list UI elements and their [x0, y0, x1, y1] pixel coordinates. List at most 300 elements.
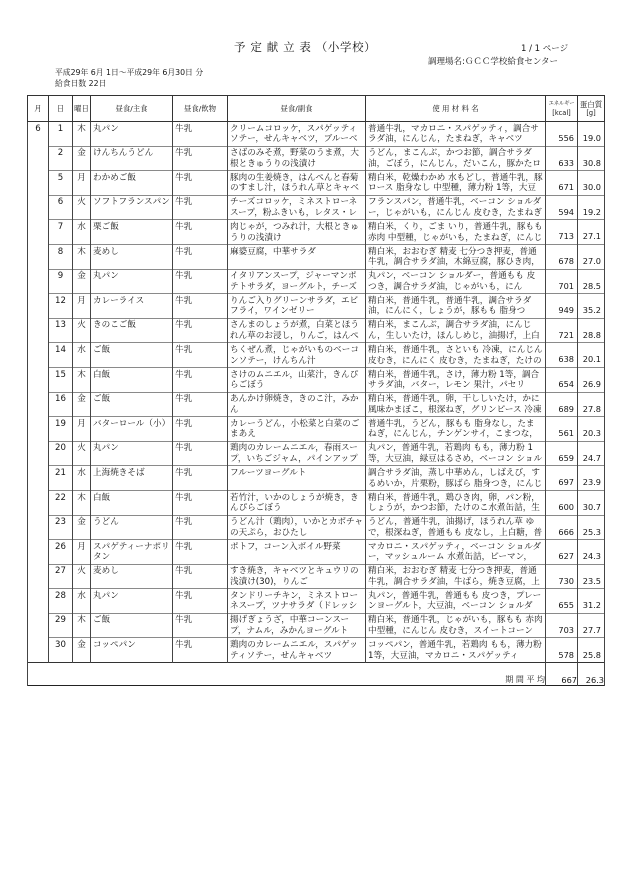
staple-cell-text: 麦めし	[93, 246, 119, 257]
drink-cell-text: 牛乳	[175, 394, 193, 405]
serving-days: 給食日数 22日	[55, 79, 107, 88]
side-dish-cell-text: りんご入りグリーンサラダ，エビフライ，ワインゼリー	[230, 295, 359, 317]
drink-cell	[173, 367, 228, 392]
col-header-ingredients: 使 用 材 料 名	[366, 96, 546, 122]
menu-row	[28, 294, 605, 319]
staple-cell-text: カレーライス	[93, 295, 145, 306]
day-cell-text: 14	[55, 344, 66, 355]
weekday-cell-text: 木	[77, 369, 86, 380]
side-dish-cell	[228, 146, 366, 171]
staple-cell-text: 丸パン	[93, 443, 119, 454]
energy-cell-text: 671	[558, 182, 574, 193]
weekday-cell	[73, 367, 91, 392]
protein-cell	[578, 515, 605, 540]
staple-cell	[91, 441, 173, 466]
drink-cell	[173, 244, 228, 269]
protein-cell	[578, 613, 605, 638]
col-header-month: 月	[28, 96, 49, 122]
ingredients-cell	[366, 195, 546, 220]
ingredients-cell-text: 普通牛乳，マカロニ・スパゲッティ，調合サラダ油，にんじん，たまねぎ，キャベツ	[368, 123, 539, 145]
month-cell-text	[28, 613, 48, 636]
drink-cell-text: 牛乳	[175, 148, 193, 159]
protein-cell	[578, 392, 605, 417]
side-dish-cell	[228, 490, 366, 515]
drink-cell	[173, 171, 228, 196]
side-dish-cell	[228, 220, 366, 245]
day-cell	[49, 490, 73, 515]
energy-cell-text: 730	[558, 575, 574, 586]
ingredients-cell	[366, 515, 546, 540]
ingredients-cell	[366, 490, 546, 515]
month-cell-text: 6	[35, 123, 41, 134]
month-cell	[28, 564, 49, 589]
month-cell-text	[28, 244, 48, 267]
month-cell	[28, 589, 49, 614]
energy-cell	[546, 244, 578, 269]
weekday-cell	[73, 490, 91, 515]
side-dish-cell-text: ポトフ，コーン入ボイル野菜	[230, 541, 341, 552]
day-cell	[49, 540, 73, 565]
drink-cell	[173, 441, 228, 466]
staple-cell	[91, 146, 173, 171]
weekday-cell-text: 月	[77, 418, 86, 429]
month-cell	[28, 122, 49, 147]
kitchen-name: 調理場名:ＧＣＣ学校給食センター	[428, 57, 559, 67]
energy-cell	[546, 564, 578, 589]
protein-cell-text: 31.2	[582, 600, 601, 611]
side-dish-cell-text: すき焼き，キャベツとキュウリの浅漬け(30)，りんご	[230, 566, 359, 587]
drink-cell	[173, 589, 228, 614]
staple-cell-text: わかめご飯	[93, 172, 136, 183]
staple-cell	[91, 490, 173, 515]
day-cell-text: 7	[57, 221, 64, 232]
month-cell	[28, 269, 49, 294]
protein-cell	[578, 466, 605, 491]
staple-cell	[91, 392, 173, 417]
protein-cell-text: 20.3	[582, 428, 601, 439]
side-dish-cell-text: 若竹汁，いかのしょうが焼き，きんぴらごぼう	[230, 492, 359, 514]
protein-cell-text: 28.5	[582, 280, 601, 291]
protein-cell	[578, 294, 605, 319]
month-cell	[28, 466, 49, 491]
staple-cell-text: 白飯	[93, 369, 111, 380]
month-cell-text	[28, 564, 48, 587]
weekday-cell-text: 木	[77, 246, 86, 257]
month-cell-text	[28, 220, 48, 243]
menu-row	[28, 122, 605, 147]
ingredients-cell-text: 精白米，まこんぶ，調合サラダ油，にんじん，生しいたけ，ほんしめじ，油揚げ，上白	[368, 320, 540, 341]
weekday-cell	[73, 269, 91, 294]
protein-label: 蛋白質	[579, 99, 603, 109]
drink-cell	[173, 122, 228, 147]
average-energy: 667	[546, 663, 578, 686]
menu-row	[28, 613, 605, 638]
protein-cell-text: 28.8	[582, 329, 601, 340]
protein-cell-text: 30.8	[582, 157, 601, 168]
menu-row	[28, 564, 605, 589]
staple-cell-text: 白飯	[93, 492, 111, 503]
side-dish-cell-text: イタリアンスープ，ジャーマンポテトサラダ，ヨーグルト，チーズ	[230, 271, 357, 292]
day-cell-text: 8	[57, 246, 64, 257]
energy-unit: [kcal]	[552, 108, 571, 117]
month-cell-text	[28, 540, 48, 563]
protein-cell	[578, 244, 605, 269]
ingredients-cell-text: 精白米，普通牛乳，さけ，薄力粉 1等，調合サラダ油，バター，レモン 果汁，パセリ	[368, 369, 540, 391]
day-cell-text: 6	[57, 197, 64, 208]
side-dish-cell	[228, 343, 366, 368]
energy-cell	[546, 490, 578, 515]
drink-cell	[173, 343, 228, 368]
energy-cell-text: 678	[558, 256, 574, 267]
menu-rows	[28, 122, 605, 663]
menu-row	[28, 220, 605, 245]
weekday-cell-text: 水	[77, 344, 86, 355]
ingredients-cell-text: 精白米，普通牛乳，卵，干ししいたけ，かに風味かまぼこ，根深ねぎ，グリンピース 冷凍	[368, 394, 542, 415]
energy-cell	[546, 343, 578, 368]
weekday-cell	[73, 466, 91, 491]
col-header-weekday: 曜日	[73, 96, 91, 122]
menu-row	[28, 195, 605, 220]
menu-row	[28, 638, 605, 663]
menu-row	[28, 171, 605, 196]
energy-cell	[546, 367, 578, 392]
staple-cell	[91, 417, 173, 442]
side-dish-cell-text: うどん汁（鶏肉），いかとカボチャの天ぷら，おひたし	[230, 517, 363, 538]
staple-cell-text: 麦めし	[93, 566, 119, 577]
ingredients-cell	[366, 540, 546, 565]
weekday-cell	[73, 540, 91, 565]
table-header-row	[28, 96, 605, 122]
staple-cell	[91, 564, 173, 589]
energy-cell	[546, 392, 578, 417]
staple-cell-text: 丸パン	[93, 590, 119, 601]
menu-row	[28, 540, 605, 565]
energy-cell	[546, 146, 578, 171]
protein-unit: [g]	[586, 108, 596, 117]
protein-cell-text: 23.5	[582, 575, 601, 586]
energy-cell	[546, 466, 578, 491]
protein-cell	[578, 417, 605, 442]
drink-cell-text: 牛乳	[175, 517, 193, 528]
weekday-cell-text: 水	[77, 221, 86, 232]
side-dish-cell	[228, 564, 366, 589]
day-cell-text: 21	[55, 467, 66, 478]
month-cell-text	[28, 638, 48, 661]
document-title: 予 定 献 立 表 （小学校）	[234, 40, 377, 54]
side-dish-cell-text: タンドリーチキン，ミネストローネスープ，ツナサラダ（ドレッシ	[230, 590, 359, 612]
energy-cell	[546, 441, 578, 466]
day-cell	[49, 244, 73, 269]
ingredients-cell-text: フランスパン，普通牛乳，ベーコン ショルダー，じゃがいも，にんじん 皮むき，たまねぎ	[368, 197, 542, 218]
staple-cell	[91, 244, 173, 269]
menu-row	[28, 417, 605, 442]
average-protein: 26.3	[578, 663, 605, 686]
day-cell	[49, 367, 73, 392]
side-dish-cell	[228, 540, 366, 565]
side-dish-cell-text: あんかけ卵焼き，きのこ汁，みかん	[230, 394, 359, 415]
menu-row	[28, 244, 605, 269]
month-cell-text	[28, 490, 48, 513]
drink-cell	[173, 318, 228, 343]
drink-cell-text: 牛乳	[175, 221, 193, 232]
side-dish-cell	[228, 244, 366, 269]
col-header-side-dish: 昼食/副食	[228, 96, 366, 122]
month-cell	[28, 171, 49, 196]
weekday-cell	[73, 613, 91, 638]
month-cell	[28, 613, 49, 638]
ingredients-cell-text: 精白米，普通牛乳，普通牛乳，調合サラダ油，にんにく，しょうが，豚もも 脂身つ	[368, 295, 532, 317]
day-cell-text: 13	[55, 320, 66, 331]
day-cell	[49, 564, 73, 589]
weekday-cell-text: 金	[77, 640, 86, 651]
protein-cell-text: 27.8	[582, 403, 601, 414]
energy-cell-text: 701	[558, 280, 574, 291]
energy-cell-text: 703	[558, 624, 574, 635]
weekday-cell	[73, 441, 91, 466]
side-dish-cell	[228, 466, 366, 491]
weekday-cell-text: 火	[77, 197, 86, 208]
drink-cell	[173, 220, 228, 245]
ingredients-cell	[366, 294, 546, 319]
side-dish-cell-text: 揚げぎょうざ，中華コーンスープ，ナムル，みかんヨーグルト	[230, 615, 350, 637]
energy-cell	[546, 589, 578, 614]
energy-cell-text: 561	[558, 428, 574, 439]
staple-cell	[91, 638, 173, 663]
day-cell-text: 28	[55, 590, 66, 601]
menu-row	[28, 367, 605, 392]
energy-cell	[546, 195, 578, 220]
drink-cell	[173, 515, 228, 540]
protein-cell-text: 27.7	[582, 624, 601, 635]
month-cell-text	[28, 367, 48, 390]
month-cell-text	[28, 515, 48, 538]
menu-row	[28, 466, 605, 491]
day-cell	[49, 466, 73, 491]
weekday-cell	[73, 515, 91, 540]
staple-cell-text: ご飯	[93, 394, 111, 405]
side-dish-cell-text: 肉じゃが，つみれ汁，大根ときゅうりの浅漬け	[230, 221, 359, 243]
energy-cell-text: 689	[558, 403, 574, 414]
staple-cell	[91, 540, 173, 565]
side-dish-cell-text: カレーうどん，小松菜と白菜のごまあえ	[230, 418, 360, 440]
ingredients-cell-text: 精白米，くり，ごま いり，普通牛乳，豚もも 赤肉 中型種，じゃがいも，たまねぎ，にんじ	[368, 221, 543, 243]
ingredients-cell-text: 精白米，普通牛乳，鶏ひき肉，卵，パン粉，しょうが，かつお節，たけのこ水煮缶詰，生	[368, 492, 540, 514]
side-dish-cell	[228, 417, 366, 442]
weekday-cell	[73, 220, 91, 245]
staple-cell	[91, 294, 173, 319]
day-cell	[49, 515, 73, 540]
menu-row	[28, 343, 605, 368]
staple-cell	[91, 515, 173, 540]
protein-cell	[578, 122, 605, 147]
drink-cell	[173, 564, 228, 589]
staple-cell	[91, 466, 173, 491]
staple-cell-text: スパゲティーナポリタン	[93, 541, 170, 563]
protein-cell-text: 30.7	[582, 502, 601, 512]
col-header-protein	[578, 96, 605, 122]
menu-row	[28, 441, 605, 466]
protein-cell-text: 35.2	[582, 305, 601, 316]
drink-cell	[173, 294, 228, 319]
day-cell-text: 30	[55, 640, 66, 651]
ingredients-cell	[366, 122, 546, 147]
protein-cell	[578, 318, 605, 343]
ingredients-cell	[366, 441, 546, 466]
staple-cell	[91, 318, 173, 343]
day-cell-text: 12	[55, 295, 66, 306]
ingredients-cell	[366, 269, 546, 294]
staple-cell-text: うどん	[93, 517, 119, 528]
day-cell	[49, 441, 73, 466]
day-cell-text: 5	[57, 172, 64, 183]
weekday-cell	[73, 417, 91, 442]
month-cell	[28, 490, 49, 515]
weekday-cell	[73, 244, 91, 269]
staple-cell	[91, 343, 173, 368]
ingredients-cell-text: 調合サラダ油，蒸し中華めん，しばえび，するめいか，片栗粉，豚ばら 脂身つき，にんじ	[368, 467, 543, 489]
ingredients-cell-text: 精白米，おおむぎ 精麦 七分つき押麦，普通牛乳，調合サラダ油，牛ばら，焼き豆腐，上	[368, 566, 540, 587]
weekday-cell	[73, 195, 91, 220]
staple-cell-text: 栗ご飯	[93, 221, 119, 232]
day-cell-text: 1	[57, 123, 64, 134]
menu-table	[27, 95, 605, 686]
energy-cell-text: 638	[558, 354, 574, 365]
month-cell	[28, 318, 49, 343]
month-cell	[28, 244, 49, 269]
ingredients-cell	[366, 146, 546, 171]
staple-cell	[91, 195, 173, 220]
staple-cell-text: コッペパン	[93, 640, 136, 651]
month-cell	[28, 417, 49, 442]
protein-cell	[578, 589, 605, 614]
day-cell-text: 16	[55, 394, 66, 405]
ingredients-cell-text: 普通牛乳，うどん，豚もも 脂身なし，たまねぎ，にんじん，チンゲンサイ，こまつな，	[368, 418, 538, 440]
ingredients-cell-text: 精白米，おおむぎ 精麦 七分つき押麦，普通牛乳，調合サラダ油，木綿豆腐，豚ひき肉，	[368, 246, 540, 268]
month-cell-text	[28, 441, 48, 464]
month-cell	[28, 146, 49, 171]
month-cell-text	[28, 195, 48, 218]
staple-cell	[91, 171, 173, 196]
month-cell-text	[28, 171, 48, 194]
day-cell	[49, 195, 73, 220]
side-dish-cell	[228, 441, 366, 466]
weekday-cell-text: 火	[77, 320, 86, 331]
side-dish-cell	[228, 515, 366, 540]
side-dish-cell-text: チーズコロッケ，ミネストローネスープ，粉ふきいも，レタス・レ	[230, 197, 358, 218]
side-dish-cell	[228, 269, 366, 294]
energy-cell-text: 627	[558, 551, 574, 562]
side-dish-cell-text: さばのみそ煮，野菜のうま煮，大根ときゅうりの浅漬け	[230, 148, 359, 169]
side-dish-cell	[228, 122, 366, 147]
energy-cell-text: 659	[558, 452, 574, 463]
ingredients-cell-text: マカロニ・スパゲッティ，ベーコン ショルダー，マッシュルーム 水煮缶詰，ピーマン，	[368, 541, 542, 563]
month-cell-text	[28, 269, 48, 292]
weekday-cell	[73, 122, 91, 147]
energy-cell	[546, 294, 578, 319]
drink-cell-text: 牛乳	[175, 541, 193, 552]
drink-cell-text: 牛乳	[175, 492, 193, 503]
energy-cell-text: 721	[558, 329, 574, 340]
month-cell	[28, 367, 49, 392]
col-header-energy	[546, 96, 578, 122]
drink-cell-text: 牛乳	[175, 246, 193, 257]
weekday-cell	[73, 564, 91, 589]
ingredients-cell-text: 精白米，乾燥わかめ 水もどし，普通牛乳，豚ロース 脂身なし 中型種，薄力粉 1等，大豆	[368, 172, 543, 194]
menu-row	[28, 269, 605, 294]
weekday-cell-text: 木	[77, 492, 86, 503]
weekday-cell	[73, 589, 91, 614]
day-cell-text: 9	[57, 271, 64, 282]
protein-cell	[578, 441, 605, 466]
protein-cell-text: 25.3	[582, 526, 601, 537]
ingredients-cell-text: 丸パン，普通牛乳，普通もも 皮つき，プレーンヨーグルト，大豆油，ベーコン ショルダ	[368, 590, 542, 612]
col-header-drink: 昼食/飲物	[173, 96, 228, 122]
weekday-cell	[73, 343, 91, 368]
protein-cell	[578, 367, 605, 392]
ingredients-cell	[366, 318, 546, 343]
menu-row	[28, 589, 605, 614]
energy-cell	[546, 122, 578, 147]
energy-cell-text: 556	[558, 133, 574, 144]
month-cell	[28, 392, 49, 417]
side-dish-cell-text: さけのムニエル，山菜汁，きんぴらごぼう	[230, 369, 359, 391]
day-cell	[49, 220, 73, 245]
staple-cell-text: ご飯	[93, 344, 111, 355]
month-cell-text	[28, 589, 48, 612]
drink-cell-text: 牛乳	[175, 172, 193, 183]
col-header-day: 日	[49, 96, 73, 122]
weekday-cell-text: 金	[77, 271, 86, 282]
protein-cell	[578, 638, 605, 663]
day-cell	[49, 269, 73, 294]
staple-cell	[91, 367, 173, 392]
staple-cell-text: 上海焼きそば	[93, 467, 145, 478]
day-cell	[49, 122, 73, 147]
energy-cell	[546, 638, 578, 663]
side-dish-cell	[228, 171, 366, 196]
energy-cell	[546, 613, 578, 638]
staple-cell	[91, 220, 173, 245]
drink-cell	[173, 466, 228, 491]
drink-cell	[173, 269, 228, 294]
energy-cell-text: 666	[558, 526, 574, 537]
weekday-cell	[73, 171, 91, 196]
month-cell	[28, 343, 49, 368]
drink-cell-text: 牛乳	[175, 640, 193, 651]
ingredients-cell	[366, 367, 546, 392]
protein-cell-text: 19.2	[582, 206, 601, 217]
ingredients-cell-text: 丸パン，ベーコン ショルダー，普通もも 皮つき，調合サラダ油，じゃがいも，にん	[368, 271, 536, 292]
month-cell	[28, 441, 49, 466]
month-cell	[28, 515, 49, 540]
drink-cell	[173, 146, 228, 171]
day-cell	[49, 171, 73, 196]
energy-cell	[546, 318, 578, 343]
staple-cell-text: きのこご飯	[93, 320, 136, 331]
side-dish-cell-text: 豚肉の生姜焼き，はんぺんと春菊のすまし汁，ほうれん草とキャベ	[230, 172, 359, 194]
staple-cell-text: バターロール（小）	[93, 418, 171, 429]
day-cell-text: 20	[55, 443, 66, 454]
month-cell-text	[28, 466, 48, 489]
weekday-cell	[73, 318, 91, 343]
menu-row	[28, 490, 605, 515]
energy-cell-text: 654	[558, 379, 574, 390]
protein-cell-text: 19.0	[582, 133, 601, 144]
protein-cell-text: 24.3	[582, 551, 601, 562]
ingredients-cell-text: うどん，普通牛乳，油揚げ，ほうれん草 ゆで，根深ねぎ，普通もも 皮なし，上白糖，普	[368, 517, 543, 538]
month-cell-text	[28, 417, 48, 440]
month-cell	[28, 540, 49, 565]
